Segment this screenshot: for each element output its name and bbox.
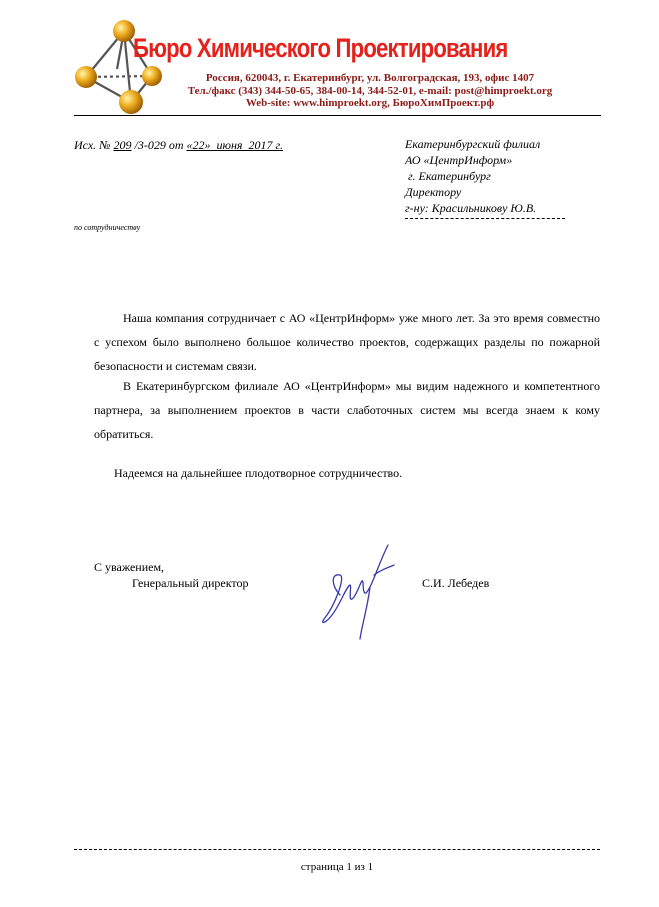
addressee-divider bbox=[405, 218, 565, 219]
regards-line: С уважением, bbox=[94, 560, 165, 574]
addressee-city: г. Екатеринбург bbox=[408, 169, 491, 183]
letter-subject: по сотрудничеству bbox=[74, 223, 141, 232]
addressee-block bbox=[405, 136, 540, 216]
handwritten-signature bbox=[312, 535, 402, 640]
company-address: Россия, 620043, г. Екатеринбург, ул. Волгоградская, 193, офис 1407 bbox=[205, 72, 535, 84]
closing-line: Надеемся на дальнейшее плодотворное сотрудничество. bbox=[114, 466, 403, 480]
addressee-org: Екатеринбургский филиал bbox=[405, 137, 541, 151]
header-divider bbox=[74, 115, 601, 116]
company-contacts: Тел./факс (343) 344-50-65, 384-00-14, 344-52-01, e-mail: post@himproekt.org bbox=[187, 85, 553, 97]
ref-prefix: Исх. № bbox=[74, 138, 114, 152]
page-number: страница 1 из 1 bbox=[300, 861, 374, 873]
footer-divider bbox=[74, 849, 600, 850]
addressee-company: АО «ЦентрИнформ» bbox=[405, 153, 513, 167]
addressee-person: г-ну: Красильникову Ю.В. bbox=[405, 201, 537, 215]
signer-name: С.И. Лебедев bbox=[422, 576, 490, 590]
body-paragraph-1: Наша компания сотрудничает с АО «ЦентрИнформ» уже много лет. За это время совместно с успехом было выполнено большое количество проектов, содержащих разделы по пожарной безопасности и системам связи. bbox=[94, 311, 600, 373]
ref-suffix: /3-029 от bbox=[131, 138, 187, 152]
company-name: Бюро Химического Проектирования bbox=[133, 33, 508, 63]
addressee-position: Директору bbox=[405, 185, 462, 199]
outgoing-reference bbox=[74, 138, 283, 153]
ref-month-year: июня 2017 г. bbox=[210, 138, 283, 152]
ref-number: 209 bbox=[113, 138, 132, 152]
signer-title: Генеральный директор bbox=[132, 576, 249, 590]
company-website: Web-site: www.himproekt.org, БюроХимПроект.рф bbox=[245, 97, 495, 109]
body-paragraph-2: В Екатеринбургском филиале АО «ЦентрИнформ» мы видим надежного и компетентного партнера, за выполнением проектов в части слаботочных систем мы всегда знаем к кому обратиться. bbox=[94, 379, 600, 441]
ref-day: «22» bbox=[186, 138, 211, 152]
